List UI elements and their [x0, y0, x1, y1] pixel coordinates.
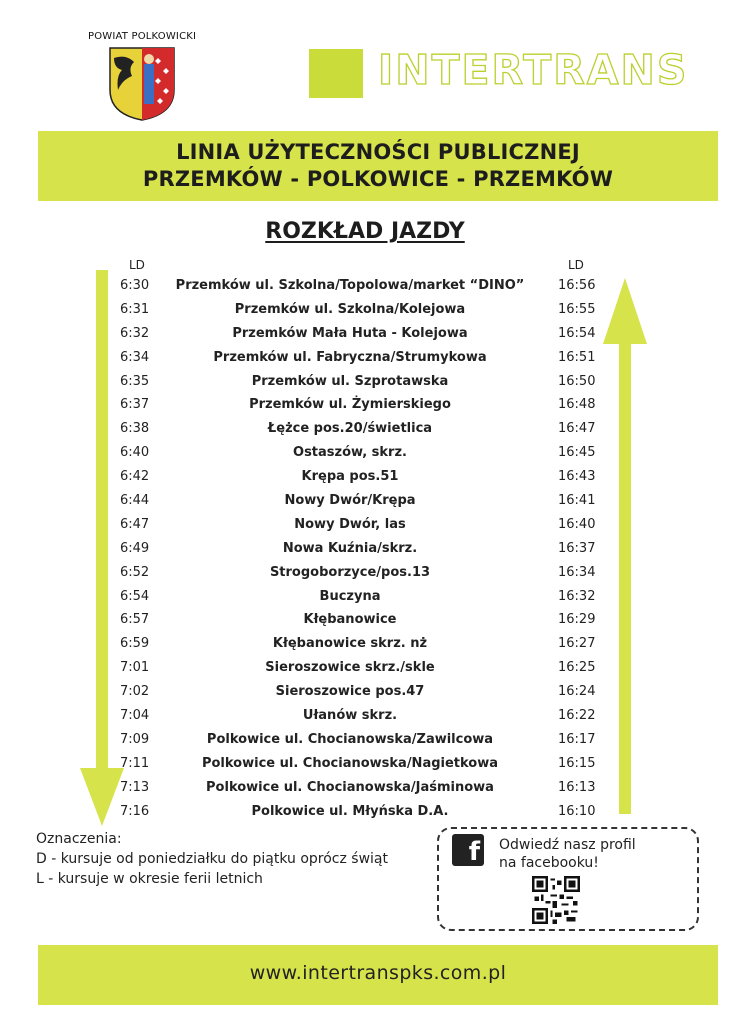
return-time: 16:25	[558, 660, 596, 676]
column-header-departure: LD	[129, 258, 145, 272]
return-time: 16:50	[558, 373, 596, 389]
departure-time: 7:11	[120, 755, 150, 771]
table-row	[100, 513, 640, 537]
departure-time: 6:34	[120, 349, 150, 365]
departure-time: 6:37	[120, 397, 150, 413]
table-row	[100, 322, 640, 346]
departure-time: 7:16	[120, 803, 150, 819]
legend-heading: Oznaczenia:	[36, 831, 122, 847]
return-time: 16:48	[558, 397, 596, 413]
table-row	[100, 346, 640, 370]
stop-name: Strogoborzyce/pos.13	[269, 564, 431, 580]
return-time: 16:56	[558, 278, 596, 293]
stop-name: Buczyna	[319, 588, 381, 604]
table-row	[100, 728, 640, 752]
stop-name: Przemków ul. Fabryczna/Strumykowa	[213, 349, 487, 365]
table-row	[100, 417, 640, 441]
departure-time: 6:32	[120, 325, 150, 341]
website-footer: www.intertranspks.com.pl	[38, 945, 718, 1005]
stop-name: Ułanów skrz.	[302, 708, 398, 724]
facebook-line-2: na facebooku!	[499, 855, 599, 871]
return-time: 16:15	[558, 755, 596, 771]
table-row	[100, 608, 640, 632]
table-row	[100, 680, 640, 704]
stop-name: Polkowice ul. Chocianowska/Nagietkowa	[201, 755, 499, 771]
stop-name: Nowy Dwór/Krępa	[284, 493, 416, 509]
departure-time: 7:02	[120, 684, 150, 700]
banner-line-2: PRZEMKÓW - POLKOWICE - PRZEMKÓW	[142, 167, 614, 191]
return-time: 16:37	[558, 540, 596, 556]
departure-time: 7:01	[120, 660, 150, 676]
stop-name: Nowa Kuźnia/skrz.	[282, 540, 418, 556]
stop-name: Kłębanowice	[303, 612, 397, 628]
return-time: 16:27	[558, 636, 596, 652]
departure-time: 6:44	[120, 493, 150, 509]
return-time: 16:34	[558, 564, 596, 580]
legend-l: L - kursuje w okresie ferii letnich	[36, 871, 263, 887]
stop-name: Kłębanowice skrz. nż	[272, 636, 428, 652]
stop-name: Polkowice ul. Młyńska D.A.	[251, 803, 449, 819]
facebook-icon: f	[452, 834, 484, 866]
departure-time: 6:42	[120, 469, 150, 485]
return-time: 16:24	[558, 684, 596, 700]
stop-name: Ostaszów, skrz.	[293, 445, 407, 461]
departure-time: 6:57	[120, 612, 150, 628]
timetable-rows	[100, 274, 640, 823]
table-row	[100, 585, 640, 609]
return-time: 16:51	[558, 349, 596, 365]
table-row	[100, 776, 640, 800]
table-row	[100, 561, 640, 585]
departure-time: 6:31	[120, 301, 150, 317]
table-row	[100, 537, 640, 561]
departure-time: 6:38	[120, 421, 150, 437]
return-time: 16:13	[558, 779, 596, 795]
legend-d: D - kursuje od poniedziałku do piątku oprócz świąt	[36, 851, 388, 867]
departure-time: 6:49	[120, 540, 150, 556]
table-row	[100, 656, 640, 680]
table-row	[100, 441, 640, 465]
return-time: 16:40	[558, 516, 596, 532]
stop-name: Przemków ul. Szkolna/Kolejowa	[234, 301, 466, 317]
departure-time: 6:40	[120, 445, 150, 461]
stop-name: Sieroszowice pos.47	[275, 684, 425, 700]
stop-name: Krępa pos.51	[301, 469, 399, 485]
stop-name: Przemków ul. Szprotawska	[251, 373, 449, 389]
return-time: 16:54	[558, 325, 596, 341]
departure-time: 7:04	[120, 708, 150, 724]
return-time: 16:41	[558, 493, 596, 509]
stop-name: Nowy Dwór, las	[294, 516, 406, 532]
table-row	[100, 298, 640, 322]
stop-name: Przemków ul. Szkolna/Topolowa/market “DINO”	[175, 278, 525, 293]
return-time: 16:17	[558, 731, 596, 747]
table-row	[100, 370, 640, 394]
departure-time: 6:52	[120, 564, 150, 580]
return-time: 16:29	[558, 612, 596, 628]
return-time: 16:10	[558, 803, 596, 819]
departure-time: 6:47	[120, 516, 150, 532]
stop-name: Polkowice ul. Chocianowska/Jaśminowa	[206, 779, 494, 795]
return-time: 16:47	[558, 421, 596, 437]
table-row	[100, 489, 640, 513]
banner-line-1: LINIA UŻYTECZNOŚCI PUBLICZNEJ	[176, 140, 580, 164]
departure-time: 6:59	[120, 636, 150, 652]
departure-time: 6:30	[120, 278, 150, 293]
stop-name: Polkowice ul. Chocianowska/Zawilcowa	[206, 731, 494, 747]
stop-name: Przemków ul. Żymierskiego	[249, 397, 451, 413]
qr-code-icon	[532, 876, 580, 924]
facebook-promo-text	[499, 836, 636, 872]
stop-name: Sieroszowice skrz./skle	[265, 660, 435, 676]
departure-time: 7:09	[120, 731, 150, 747]
return-time: 16:22	[558, 708, 596, 724]
brand-name: INTERTRANS	[378, 46, 689, 94]
return-time: 16:32	[558, 588, 596, 604]
table-row	[100, 274, 640, 298]
departure-time: 6:35	[120, 373, 150, 389]
table-row	[100, 465, 640, 489]
timetable-title: ROZKŁAD JAZDY	[265, 219, 465, 244]
departure-time: 6:54	[120, 588, 150, 604]
legend	[36, 829, 388, 889]
return-time: 16:55	[558, 301, 596, 317]
departure-time: 7:13	[120, 779, 150, 795]
table-row	[100, 393, 640, 417]
county-label: POWIAT POLKOWICKI	[88, 31, 197, 42]
return-time: 16:43	[558, 469, 596, 485]
stop-name: Przemków Mała Huta - Kolejowa	[232, 325, 468, 341]
column-header-return: LD	[568, 258, 584, 272]
return-time: 16:45	[558, 445, 596, 461]
table-row	[100, 800, 640, 824]
table-row	[100, 752, 640, 776]
table-row	[100, 632, 640, 656]
facebook-line-1: Odwiedź nasz profil	[499, 837, 636, 853]
table-row	[100, 704, 640, 728]
stop-name: Łężce pos.20/świetlica	[267, 421, 433, 437]
